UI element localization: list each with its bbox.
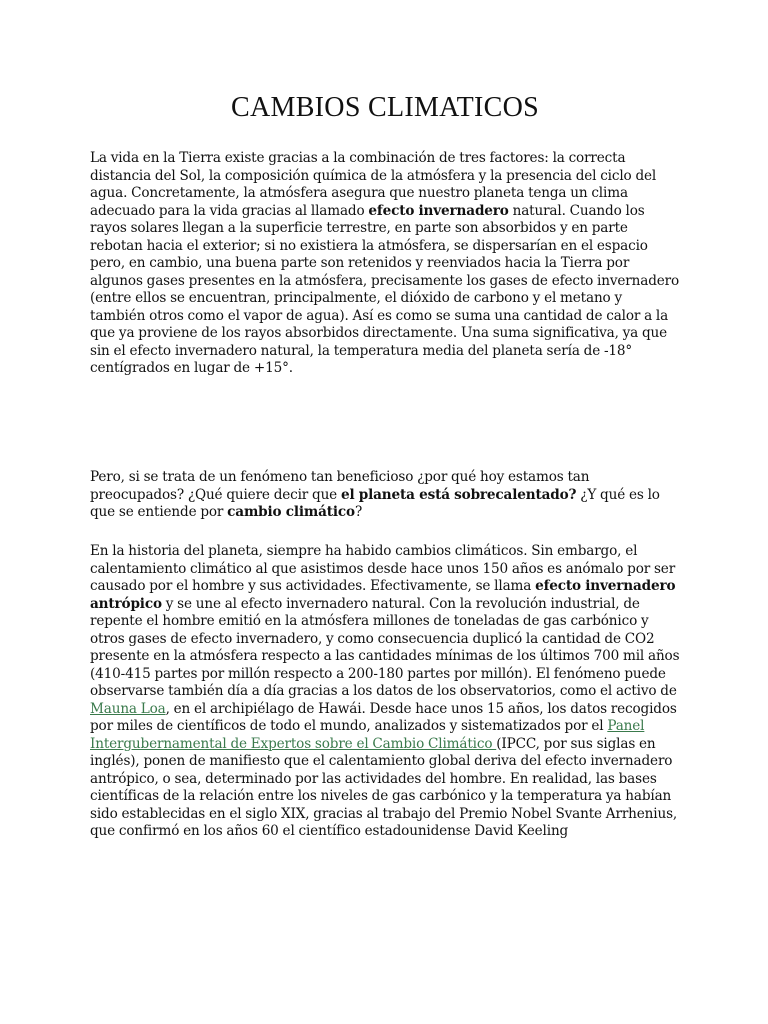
text-run: y se une al efecto invernadero natural. Con la revolución industrial, de repente el hombre emitió en la atmósfera millones de toneladas de gas carbónico y otros gases de efecto invernadero, y como consecuencia duplicó la cantidad de CO2 presente en la atmósfera respecto a las cantidades mínimas de los últimos 700 mil años (410-415 partes por millón respecto a 200-180 partes por millón). El fenómeno puede observarse también día a día gracias a los datos de los observatorios, como el activo de: [90, 595, 680, 699]
bold-term-greenhouse-effect: efecto invernadero: [368, 202, 509, 219]
link-mauna-loa[interactable]: Mauna Loa: [90, 700, 166, 717]
bold-term-anthropic-greenhouse: efecto invernadero antrópico: [90, 578, 676, 612]
text-run: ?: [354, 504, 363, 520]
page-title: CAMBIOS CLIMATICOS: [231, 92, 539, 123]
text-run: (IPCC, por sus siglas en inglés), ponen de manifiesto que el calentamiento global deriva del efecto invernadero antrópico, o sea, determinado por las actividades del hombre. En realidad, las bases científicas de la relación entre los niveles de gas carbónico y la temperatura ya habían sido establecidas en el siglo XIX, gracias al trabajo del Premio Nobel Svante Arrhenius, que confirmó en los años 60 el científico estadounidense David Keeling: [90, 735, 678, 839]
bold-term-overheated-planet: el planeta está sobrecalentado?: [340, 486, 577, 503]
bold-term-climate-change: cambio climático: [227, 504, 355, 520]
text-run: En la historia del planeta, siempre ha habido cambios climáticos. Sin embargo, el calentamiento climático al que asistimos desde hace unos 150 años es anómalo por ser causado por el hombre y sus actividades. Efectivamente, se llama: [90, 543, 676, 594]
text-run: Pero, si se trata de un fenómeno tan beneficioso ¿por qué hoy estamos tan preocupados? ¿Qué quiere decir que: [90, 469, 590, 503]
text-run: , en el archipiélago de Hawái. Desde hace unos 15 años, los datos recogidos por miles de científicos de todo el mundo, analizados y sistematizados por el: [90, 700, 677, 734]
text-run: natural. Cuando los rayos solares llegan a la superficie terrestre, en parte son absorbidos y en parte rebotan hacia el exterior; si no existiera la atmósfera, se dispersarían en el espacio pero, en cambio, una buena parte son retenidos y reenviados hacia la Tierra por algunos gases presentes en la atmósfera, precisamente los gases de efecto invernadero (entre ellos se encuentran, principalmente, el dióxido de carbono y el metano y también otros como el vapor de agua). Así es como se suma una cantidad de calor a la que ya proviene de los rayos absorbidos directamente. Una suma significativa, ya que sin el efecto invernadero natural, la temperatura media del planeta sería de -18° centígrados en lugar de +15°.: [90, 202, 680, 376]
link-ipcc-panel[interactable]: Panel Intergubernamental de Expertos sobre el Cambio Climático: [90, 718, 645, 752]
paragraph-question: [90, 469, 680, 522]
paragraph-anthropic-effect: [90, 543, 680, 841]
text-run: ¿Y qué es lo que se entiende por: [90, 486, 660, 520]
paragraph-greenhouse-intro: [90, 150, 680, 378]
text-run: La vida en la Tierra existe gracias a la combinación de tres factores: la correcta distancia del Sol, la composición química de la atmósfera y la presencia del ciclo del agua. Concretamente, la atmósfera asegura que nuestro planeta tenga un clima adecuado para la vida gracias al llamado: [90, 150, 657, 219]
